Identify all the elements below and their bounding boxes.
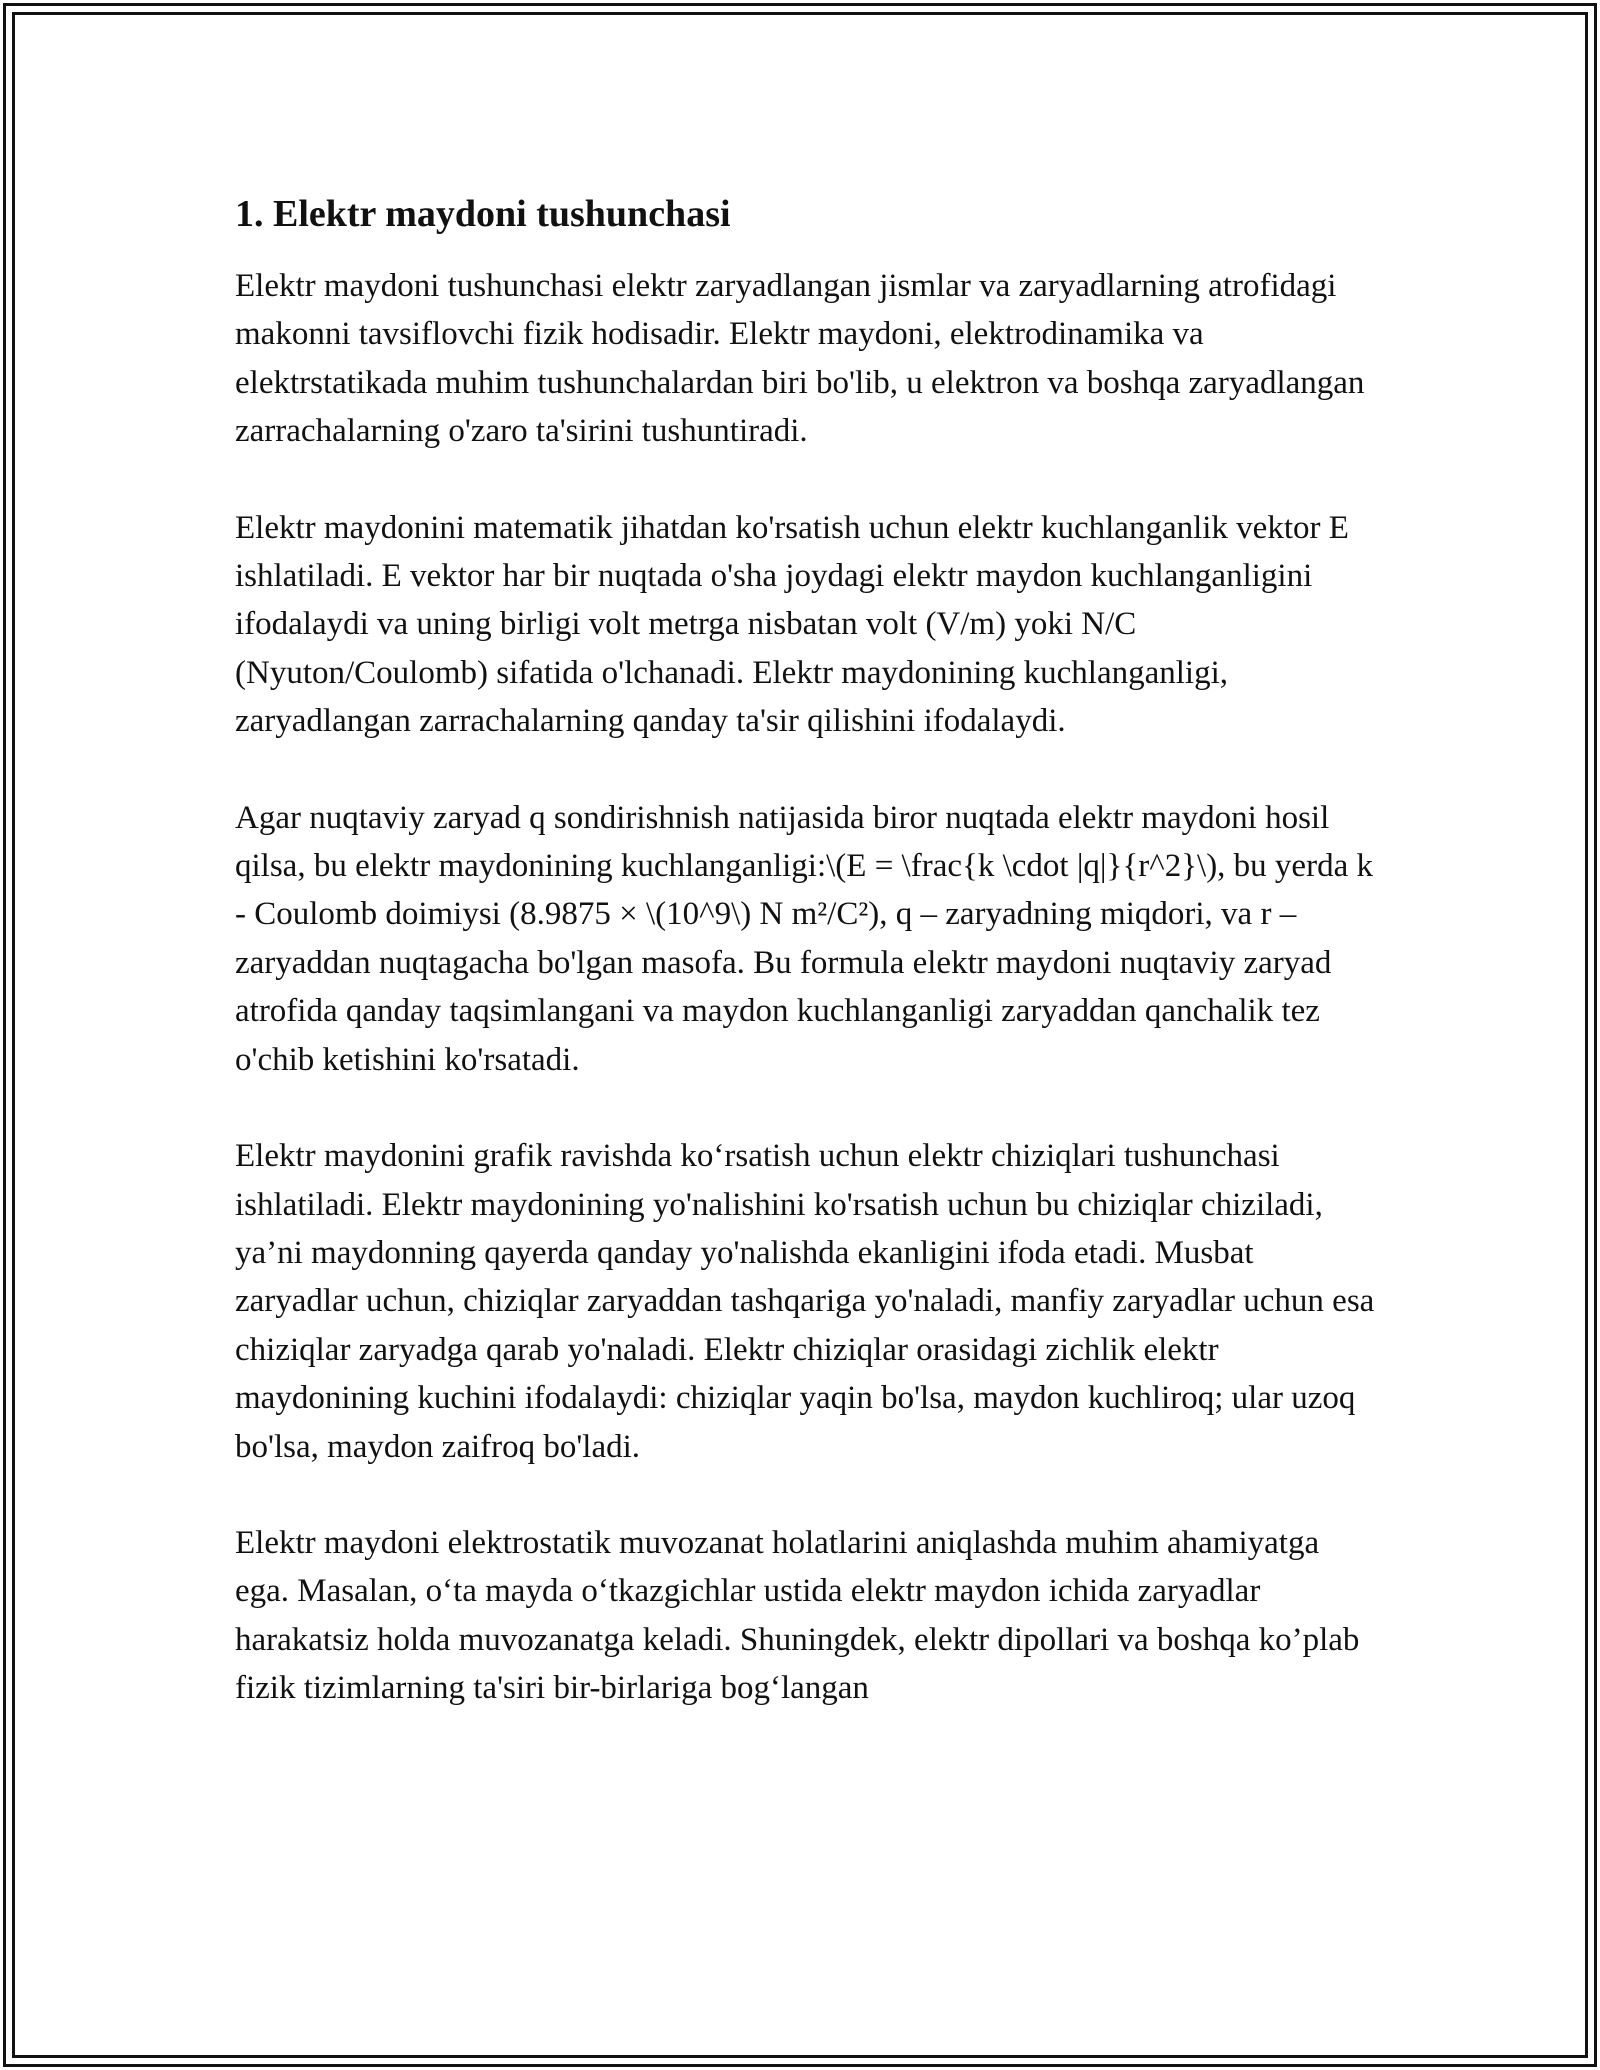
paragraph-5: Elektr maydoni elektrostatik muvozanat holatlarini aniqlashda muhim ahamiyatga ega. Masalan, o‘ta mayda o‘tkazgichlar ustida elektr maydon ichida zaryadlar harakatsiz holda muvozanatga keladi. Shuningdek, elektr dipollari va boshqa ko’plab fizik tizimlarning ta'siri bir-birlariga bog‘langan — [235, 1524, 1360, 1707]
paragraph-1: Elektr maydoni tushunchasi elektr zaryadlangan jismlar va zaryadlarning atrofidagi makonni tavsiflovchi fizik hodisadir. Elektr maydoni, elektrodinamika va elektrstatikada muhim tushunchalardan biri bo'lib, u elektron va boshqa zaryadlangan zarrachalarning o'zaro ta'sirini tushuntiradi. — [235, 268, 1365, 450]
paragraph-3: Agar nuqtaviy zaryad q sondirishnish natijasida biror nuqtada elektr maydoni hosil qilsa, bu elektr maydonining kuchlanganligi:\(E = \frac{k \cdot |q|}{r^2}\), bu yerda k - Coulomb doimiysi (8.9875 × \(10^9\) N m²/C²), q – zaryadning miqdori, va r – zaryaddan nuqtagacha bo'lgan masofa. Bu formula elektr maydoni nuqtaviy zaryad atrofida qanday taqsimlangani va maydon kuchlanganligi zaryaddan qanchalik tez o'chib ketishini ko'rsatadi. — [235, 799, 1373, 1078]
section-heading: 1. Elektr maydoni tushunchasi — [235, 193, 731, 235]
paragraph-4: Elektr maydonini grafik ravishda ko‘rsatish uchun elektr chiziqlari tushunchasi ishlatiladi. Elektr maydonining yo'nalishini ko'rsatish uchun bu chiziqlar chiziladi, ya’ni maydonning qayerda qanday yo'nalishda ekanligini ifoda etadi. Musbat zaryadlar uchun, chiziqlar zaryaddan tashqariga yo'naladi, manfiy zaryadlar uchun esa chiziqlar zaryadga qarab yo'naladi. Elektr chiziqlar orasidagi zichlik elektr maydonining kuchini ifodalaydi: chiziqlar yaqin bo'lsa, maydon kuchliroq; ular uzoq bo'lsa, maydon zaifroq bo'ladi. — [235, 1138, 1375, 1465]
document-body — [235, 188, 1375, 1761]
paragraph-2: Elektr maydonini matematik jihatdan ko'rsatish uchun elektr kuchlanganlik vektor E ishlatiladi. E vektor har bir nuqtada o'sha joydagi elektr maydon kuchlanganligini ifodalaydi va uning birligi volt metrga nisbatan volt (V/m) yoki N/C (Nyuton/Coulomb) sifatida o'lchanadi. Elektr maydonining kuchlanganligi, zaryadlangan zarrachalarning qanday ta'sir qilishini ifodalaydi. — [235, 509, 1349, 740]
